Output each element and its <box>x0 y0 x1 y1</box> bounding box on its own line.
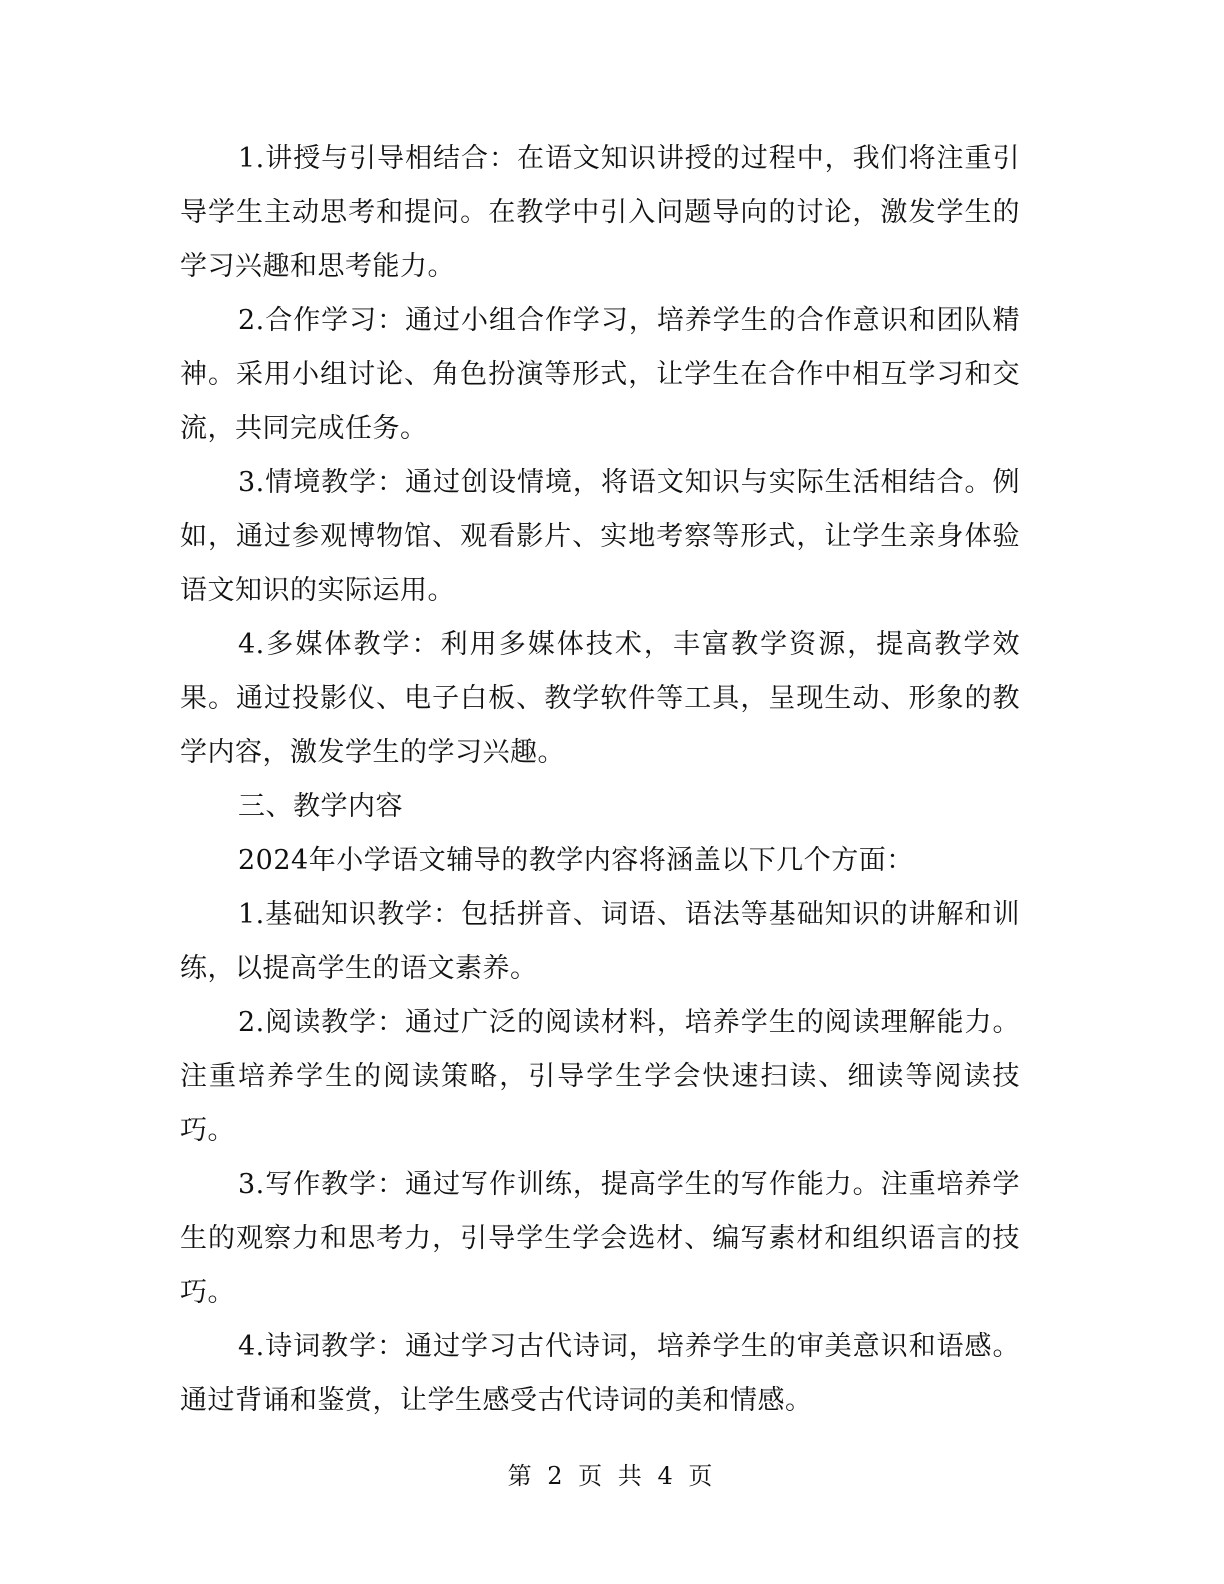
paragraph-method-2: 2.合作学习：通过小组合作学习，培养学生的合作意识和团队精神。采用小组讨论、角色扮演等形式，让学生在合作中相互学习和交流，共同完成任务。 <box>180 305 1020 444</box>
paragraph-method-1: 1.讲授与引导相结合：在语文知识讲授的过程中，我们将注重引导学生主动思考和提问。在教学中引入问题导向的讨论，激发学生的学习兴趣和思考能力。 <box>180 143 1020 282</box>
section-heading-teaching-content: 三、教学内容 <box>238 791 403 822</box>
paragraph-content-intro: 2024年小学语文辅导的教学内容将涵盖以下几个方面： <box>238 845 914 876</box>
paragraph-method-3: 3.情境教学：通过创设情境，将语文知识与实际生活相结合。例如，通过参观博物馆、观看影片、实地考察等形式，让学生亲身体验语文知识的实际运用。 <box>180 467 1020 606</box>
document-body <box>180 132 1020 1428</box>
paragraph-content-3: 3.写作教学：通过写作训练，提高学生的写作能力。注重培养学生的观察力和思考力，引导学生学会选材、编写素材和组织语言的技巧。 <box>180 1169 1020 1308</box>
paragraph-content-1: 1.基础知识教学：包括拼音、词语、语法等基础知识的讲解和训练，以提高学生的语文素养。 <box>180 899 1020 984</box>
paragraph-content-4: 4.诗词教学：通过学习古代诗词，培养学生的审美意识和语感。通过背诵和鉴赏，让学生感受古代诗词的美和情感。 <box>180 1331 1020 1416</box>
paragraph-content-2: 2.阅读教学：通过广泛的阅读材料，培养学生的阅读理解能力。注重培养学生的阅读策略，引导学生学会快速扫读、细读等阅读技巧。 <box>180 1007 1020 1146</box>
paragraph-method-4: 4.多媒体教学：利用多媒体技术，丰富教学资源，提高教学效果。通过投影仪、电子白板、教学软件等工具，呈现生动、形象的教学内容，激发学生的学习兴趣。 <box>180 629 1020 768</box>
page-number-footer: 第 2 页 共 4 页 <box>507 1462 717 1490</box>
